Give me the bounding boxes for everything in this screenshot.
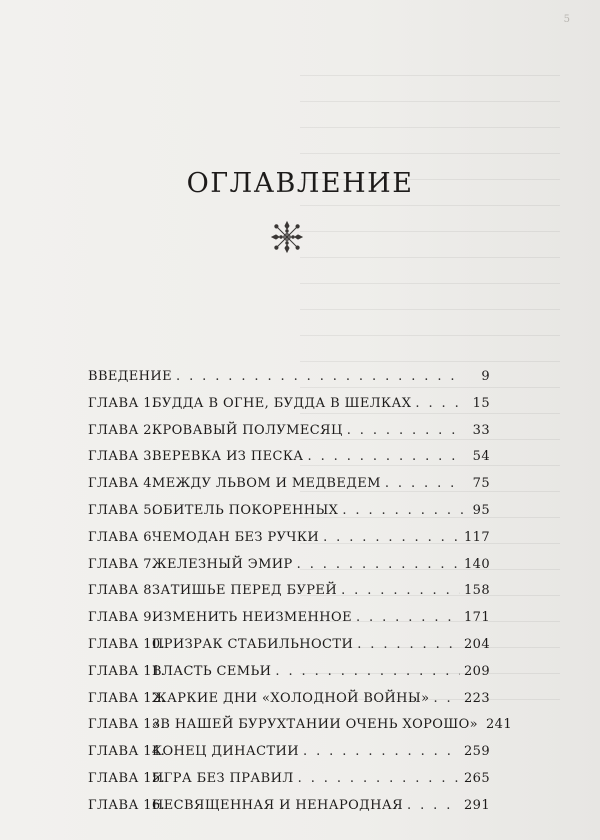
chapter-page-number: 259 [463,744,490,760]
chapter-title: ЗАТИШЬЕ ПЕРЕД БУРЕЙ [152,583,338,599]
chapter-label: ГЛАВА 14. [88,744,166,760]
chapter-title: ЖАРКИЕ ДНИ «ХОЛОДНОЙ ВОЙНЫ» [152,690,430,706]
chapter-label: ГЛАВА 3. [88,449,157,465]
toc-entry[interactable] [88,793,490,820]
toc-entry[interactable] [88,605,490,632]
chapter-label: ГЛАВА 10. [88,636,166,652]
dot-leader [275,659,460,686]
toc-entry[interactable] [88,552,490,579]
chapter-label: ГЛАВА 11. [88,663,166,679]
dot-leader [385,471,464,498]
toc-entry[interactable] [88,739,490,766]
dot-leader [176,364,464,391]
dot-leader [347,418,464,445]
page-number: 5 [563,14,570,25]
chapter-title: ИГРА БЕЗ ПРАВИЛ [152,770,294,786]
chapter-title: ВЕРЕВКА ИЗ ПЕСКА [152,449,304,465]
chapter-title: КРОВАВЫЙ ПОЛУМЕСЯЦ [152,422,343,438]
chapter-title: ЖЕЛЕЗНЫЙ ЭМИР [152,556,293,572]
toc-entry[interactable] [88,659,490,686]
chapter-page-number: 140 [463,556,490,572]
chapter-title: БУДДА В ОГНЕ, БУДДА В ШЕЛКАХ [152,395,412,411]
dot-leader [341,578,460,605]
toc-entry[interactable] [88,632,490,659]
chapter-label: ГЛАВА 9. [88,610,157,626]
chapter-page-number: 54 [472,449,490,465]
chapter-label: ГЛАВА 7. [88,556,157,572]
dot-leader [415,391,464,418]
chapter-page-number: 33 [472,422,490,438]
chapter-label: ГЛАВА 2. [88,422,157,438]
chapter-page-number: 204 [463,636,490,652]
toc-entry[interactable] [88,498,490,525]
dot-leader [298,766,460,793]
chapter-page-number: 9 [481,369,490,384]
chapter-page-number: 291 [463,797,490,813]
chapter-label: ГЛАВА 16. [88,797,166,813]
chapter-title: «В НАШЕЙ БУРУХТАНИИ ОЧЕНЬ ХОРОШО» [152,717,479,733]
page-title: ОГЛАВЛЕНИЕ [186,168,414,199]
chapter-label: ГЛАВА 12. [88,690,166,706]
chapter-label: ГЛАВА 13. [88,717,166,733]
chapter-page-number: 209 [463,663,490,679]
chapter-title: НЕСВЯЩЕННАЯ И НЕНАРОДНАЯ [152,797,404,813]
dot-leader [297,552,460,579]
chapter-page-number: 75 [472,476,490,492]
toc-entry[interactable] [88,766,490,793]
chapter-title: ИЗМЕНИТЬ НЕИЗМЕННОЕ [152,610,352,626]
chapter-title: ЧЕМОДАН БЕЗ РУЧКИ [152,529,320,545]
dot-leader [342,498,464,525]
chapter-title: КОНЕЦ ДИНАСТИИ [152,744,299,760]
dot-leader [303,739,460,766]
toc-entry[interactable] [88,391,490,418]
table-of-contents [88,364,513,820]
chapter-title: ОБИТЕЛЬ ПОКОРЕННЫХ [152,502,339,518]
chapter-page-number: 95 [472,502,490,518]
chapter-page-number: 265 [463,770,490,786]
toc-entry[interactable] [88,712,513,739]
chapter-page-number: 15 [472,395,490,411]
toc-entry[interactable] [88,364,490,391]
chapter-title: ПРИЗРАК СТАБИЛЬНОСТИ [152,636,354,652]
chapter-label: ГЛАВА 6. [88,529,157,545]
toc-entry[interactable] [88,444,490,471]
chapter-label: ГЛАВА 5. [88,502,157,518]
dot-leader [308,444,464,471]
toc-entry[interactable] [88,471,490,498]
chapter-label: ГЛАВА 8. [88,583,157,599]
chapter-page-number: 117 [463,529,490,545]
chapter-title: ВЛАСТЬ СЕМЬИ [152,663,272,679]
dot-leader [323,525,460,552]
toc-entry[interactable] [88,686,490,713]
toc-entry[interactable] [88,525,490,552]
chapter-label: ГЛАВА 1. [88,395,157,411]
chapter-page-number: 171 [463,610,490,626]
chapter-title: МЕЖДУ ЛЬВОМ И МЕДВЕДЕМ [152,476,381,492]
toc-entry[interactable] [88,418,490,445]
chapter-page-number: 223 [463,690,490,706]
chapter-label: ГЛАВА 4. [88,476,157,492]
toc-entry[interactable] [88,578,490,605]
chapter-page-number: 241 [486,717,513,733]
dot-leader [357,632,460,659]
snowflake-ornament-icon [270,220,304,254]
chapter-page-number: 158 [463,583,490,599]
dot-leader [356,605,460,632]
chapter-label: ГЛАВА 15. [88,770,166,786]
dot-leader [433,686,460,713]
chapter-title: ВВЕДЕНИЕ [88,369,173,384]
dot-leader [407,793,460,820]
